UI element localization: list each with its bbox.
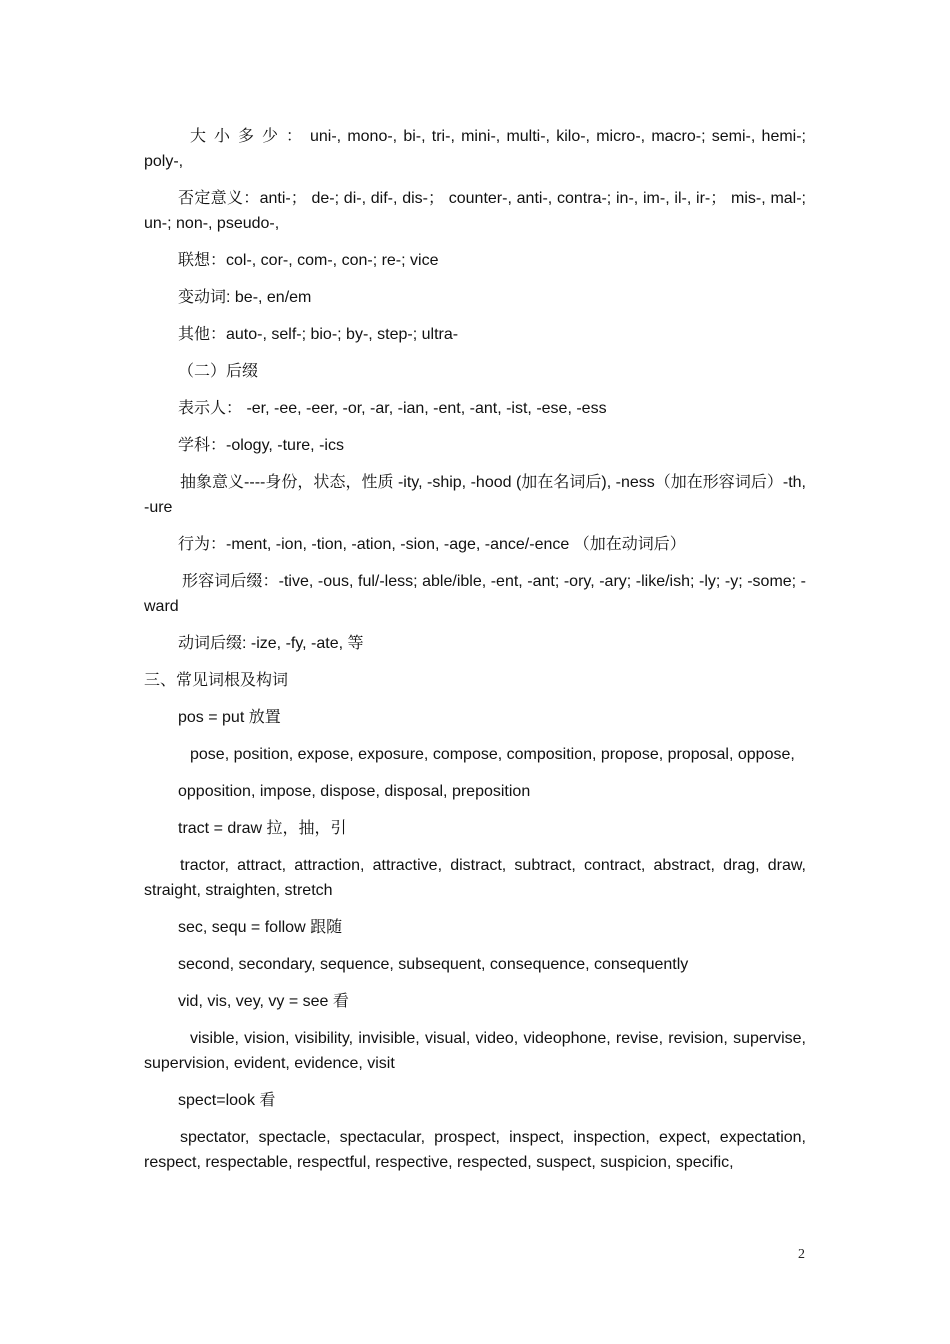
section-heading-roots: 三、常见词根及构词 <box>144 672 289 689</box>
root-spect-definition: spect=look 看 <box>178 1092 276 1109</box>
root-pos-words-continued: opposition, impose, dispose, disposal, preposition <box>178 783 531 800</box>
root-tract-definition: tract = draw 拉，抽，引 <box>178 820 347 837</box>
suffix-discipline: 学科：-ology, -ture, -ics <box>178 437 344 454</box>
root-sec-words: second, secondary, sequence, subsequent, consequence, consequently <box>178 956 689 973</box>
suffix-verb: 动词后缀: -ize, -fy, -ate, 等 <box>178 635 364 652</box>
prefix-size-number: 大 小 多 少 ： uni-, mono-, bi-, tri-, mini-, multi-, kilo-, micro-, macro-; semi-, hemi-; poly-, <box>144 128 806 170</box>
root-sec-definition: sec, sequ = follow 跟随 <box>178 919 343 936</box>
document-page <box>144 124 806 1187</box>
root-vid-definition: vid, vis, vey, vy = see 看 <box>178 993 349 1010</box>
prefix-association: 联想：col-, cor-, com-, con-; re-; vice <box>178 252 439 269</box>
suffix-action: 行为：-ment, -ion, -tion, -ation, -sion, -age, -ance/-ence （加在动词后） <box>178 536 686 553</box>
page-number: 2 <box>798 1247 805 1262</box>
root-spect-words: spectator, spectacle, spectacular, prospect, inspect, inspection, expect, expectation, respect, respectable, respectful, respective, respected, suspect, suspicion, specific, <box>144 1129 806 1171</box>
root-pos-words: pose, position, expose, exposure, compose, composition, propose, proposal, oppose, <box>190 746 795 763</box>
prefix-negation: 否定意义：anti-； de-; di-, dif-, dis-； counter-, anti-, contra-; in-, im-, il-, ir-； mis-, mal-; un-; non-, pseudo-, <box>144 190 806 232</box>
root-pos-definition: pos = put 放置 <box>178 709 281 726</box>
suffix-adjective: 形容词后缀：-tive, -ous, ful/-less; able/ible, -ent, -ant; -ory, -ary; -like/ish; -ly; -y; -some; -ward <box>144 573 806 615</box>
root-vid-words: visible, vision, visibility, invisible, visual, video, videophone, revise, revision, supervise, supervision, evident, evidence, visit <box>144 1030 806 1072</box>
suffix-abstract: 抽象意义----身份，状态，性质 -ity, -ship, -hood (加在名词后), -ness（加在形容词后）-th, -ure <box>144 474 806 516</box>
prefix-verbalizing: 变动词: be-, en/em <box>178 289 312 306</box>
prefix-other: 其他：auto-, self-; bio-; by-, step-; ultra- <box>178 326 459 343</box>
root-tract-words: tractor, attract, attraction, attractive, distract, subtract, contract, abstract, drag, draw, straight, straighten, stretch <box>144 857 806 899</box>
suffix-heading: （二）后缀 <box>178 363 259 380</box>
suffix-person: 表示人： -er, -ee, -eer, -or, -ar, -ian, -ent, -ant, -ist, -ese, -ess <box>178 400 607 417</box>
